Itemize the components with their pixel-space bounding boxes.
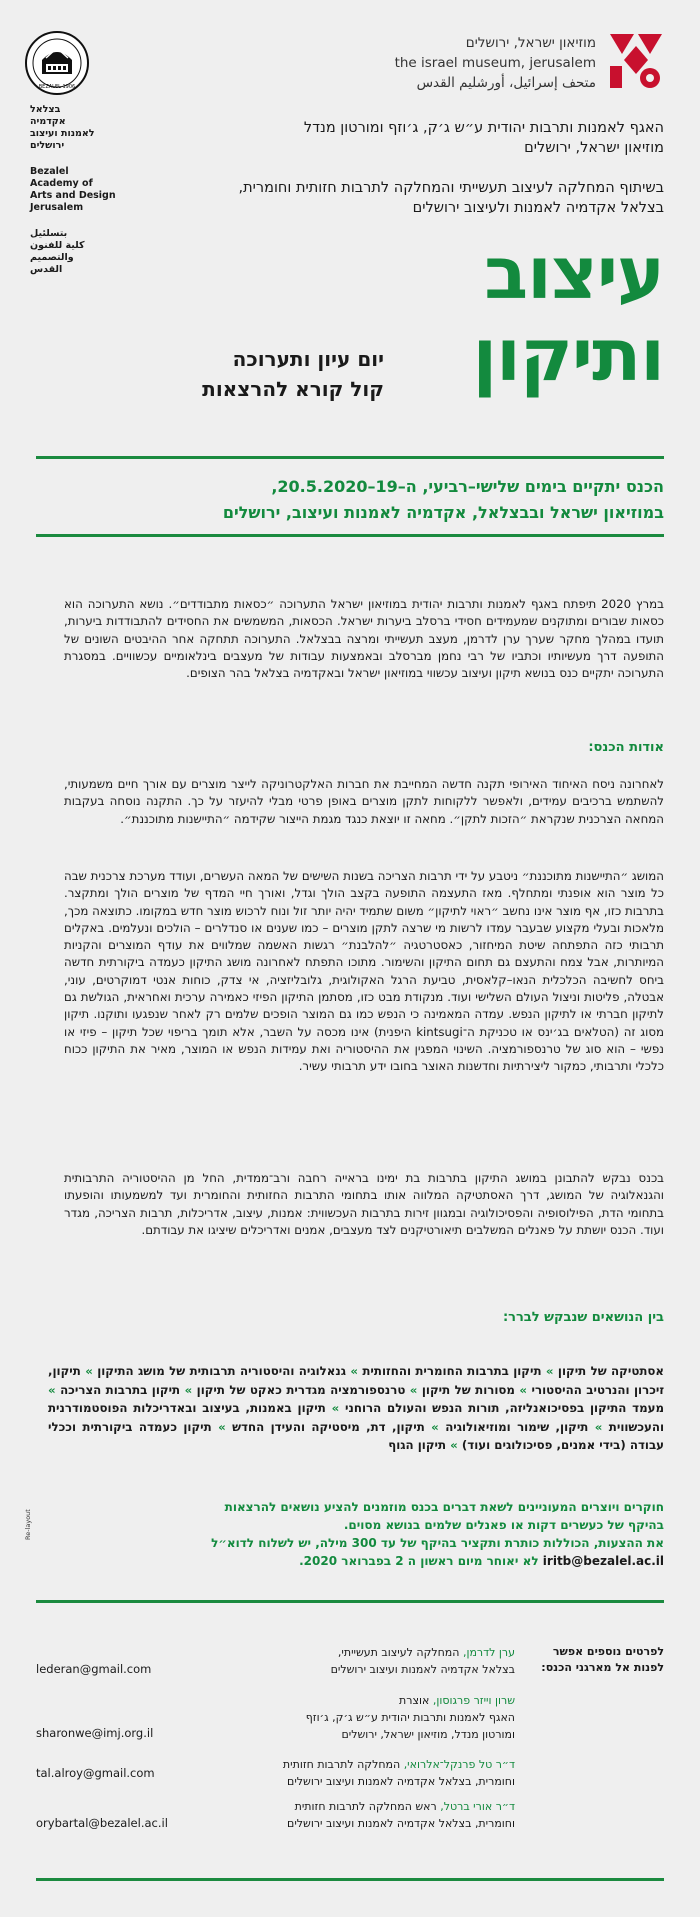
topic-item: תיקון, דת, מיסטיקה והעידן החדש (232, 1419, 425, 1434)
topics-list (48, 1362, 664, 1455)
department-credit: האגף לאמנות ותרבות יהודית ע״ש ג׳ק, ג׳וזף ומורטון מנדל מוזיאון ישראל, ירושלים (303, 120, 664, 156)
about-paragraph-1: לאחרונה ניסח האיחוד האירופי תקנה חדשה המחייבת את חברות האלקטרוניקה לייצר מוצרים עם אורך חיים משמעותי, להשתמש ברכיבים עמידים, ולאפשר ללקוחות לתקן מוצרים באופן פרטי מבלי להיעזר על כך. התקנה נוסחה בעקבות המחאה הצרכנית שנקראת ״הזכות לתקן״. מחאה זו יוצאת כנגד מגמת הייצור שקידמה ״התיישנות מתוכננת״. (64, 777, 664, 826)
side-label: Re-layout (24, 1509, 32, 1540)
topic-item: מעמד התיקון בפסיכואנליזה, תורות הנפש והעולם הרוחני (345, 1401, 665, 1415)
topic-separator: » (218, 1419, 226, 1434)
topic-separator: » (450, 1438, 458, 1452)
contact-frankel-alroy: ד״ר טל פרנקל־אלרואי, המחלקה לתרבות חזותית וחומרית, בצלאל אקדמיה לאמנות ועיצוב ירושלים (282, 1758, 515, 1788)
main-title: עיצוב ותיקון (472, 231, 664, 397)
topic-item: תיקון, שימור ומוזיאולוגיה (445, 1419, 589, 1434)
bezalel-name-arabic: بتسلئيل كلية للفنون والتصميم القدس (30, 228, 85, 275)
email-bartal[interactable]: orybartal@bezalel.ac.il (36, 1816, 168, 1830)
topic-item: תיקון, זיכרון והנרטיב ההיסטורי (48, 1364, 665, 1397)
bezalel-name-english: Bezalel Academy of Arts and Design Jerusalem (30, 166, 116, 213)
about-paragraph-2: המושג ״התיישנות מתוכננת״ ניטבע על ידי תרבות הצריכה בשנות השישים של המאה העשרים, ועודד מערכת צרכנית שבה כל מוצר הוא אופנתי ומתחלף. מאז התעצמה התופעה בקצב הולך וגדל, ואורך חיי המדף של מוצרים הולך ומתקצר. בתרבות כזו, אף מוצר אינו נחשב ״ראוי לתיקון״ משום שתמיד יהיה יותר זול ונוח לרכוש מוצר חדש במקומו. כתוצאה מכך, מלאכות ובעלי מקצוע שבעבר עמדו לרשות מי שרצה לתקן מוצרים – כמו שענים או סנדלרים – הולכים ונעלמים. באקלים תרבותי כזה התפתחה שיטת המיחזור, כאסטרטגיה ״להלבנת״ רגשות האשמה שמלווים את עודף המוצרים והקניות המיותרות, אבל צמח והתעצם גם תחום התיקון והשימור. מתוכו התפתח לאחרונה מושג התיקון כעמדה ביקורתית חדשה ביחס לחשיבה הכלכלית הנאו–קלאסית, טביעת הרגל האקולוגית, גלובליזציה, אי צדק, כוחות אנטי דמוקרטים, עוני, אבטלה, פליטות וניצול העולם השלישי ועוד. מנקודת מבט כזו, מסתמן התיקון הפיזי כאמירה ערכית ואחראית, הגולשת גם לתיקון חברתי או לתיקון הנפש. עמדה המאמינה כי הנפש כמו גם המוצר הופכים שלמים רק לאחר שנפגעו ותוקנו. תיקון מסוג זה (הטלאים בג׳ינס או טכניקת ה־kintsugi היפנית) אינו מכסה על השבר, אלא תומך בריפוי שכל תיקון – פיזי או נפשי – הוא סוג של טרנספורמציה. השינוי המפגין את ההיסטוריה ואת עמידות הנפש או המוצר, מאיר את התיקון ככוח כלכלי ותרבותי, כמקור ליצירתיות וחדשנות האוצר בחובו ידע תרבותי עשיר. (64, 869, 664, 1074)
intro-paragraph: במרץ 2020 תיפתח באגף לאמנות ותרבות יהודית במוזיאון ישראל התערוכה ״כסאות מתבודדים״. נושא התערוכה הוא כסאות שבורים ומתוקנים שמעמידים חסידי ברסלב ביערות ישראל. הכסאות, המשמשים את החסידים להתבודדות ביערות, תועדו במהלך מחקר שערך ערן לדרמן, מעצב תעשייתי ומרצה בבצלאל. התערוכה תתחקה אחר ההיבטים השונים של התופעה דרך מעשיותיו וכתביו של רבי נחמן מברסלב ובאמצעות עבודות של מעצבים בינלאומיים עכשוויים. במסגרת התערוכה יתקיים כנס בנושא תיקון ועיצוב עכשווי במוזיאון ישראל ובאקדמיה בצלאל בהר הצופים. (64, 597, 664, 681)
museum-name: מוזיאון ישראל, ירושלים the israel museum, jerusalem متحف إسرائيل، أورشليم القدس (394, 35, 596, 91)
topic-separator: » (545, 1364, 554, 1378)
call-for-papers: חוקרים ויוצרים המעוניינים לשאת דברים בכנס מוזמנים להציע נושאים להרצאות בהיקף של כעשרים דקות או פאנלים שלמים בנושא מסוים. את ההצעות, הכוללות כותרת ותקציר בהיקף של עד 300 מילה, יש לשלוח לדוא״ל iritb@bezalel.ac.il לא יאוחר מיום ראשון ה 2 בפברואר 2020. (211, 1500, 664, 1568)
topic-item: תיקון בתרבות החומרית והחזותית (362, 1364, 542, 1378)
subtitle: יום עיון ותערוכה קול קורא להרצאות (202, 347, 384, 401)
about-heading: אודות הכנס: (588, 740, 664, 755)
topic-separator: » (594, 1419, 603, 1434)
topic-item: טרנספורמציה מגדרית כאקט של תיקון (196, 1382, 406, 1397)
svg-text:BEZALEL 1906: BEZALEL 1906 (38, 84, 76, 90)
topic-separator: » (48, 1382, 56, 1397)
contact-bartal: ד״ר אורי ברטל, ראש המחלקה לתרבות חזותית וחומרית, בצלאל אקדמיה לאמנות ועיצוב ירושלים (287, 1800, 515, 1830)
topic-item: תיקון כעמדה ביקורתית וככלי עבודה (בידי אמנים, פסיכולוגים ועוד) (48, 1419, 664, 1452)
cooperation-credit: בשיתוף המחלקה לעיצוב תעשייתי והמחלקה לתרבות חזותית וחומרית, בצלאל אקדמיה לאמנות ולעיצוב ירושלים (238, 180, 664, 216)
divider-contacts (36, 1600, 664, 1603)
divider-top (36, 456, 664, 459)
email-lederman[interactable]: lederan@gmail.com (36, 1662, 152, 1676)
topic-separator: » (409, 1382, 418, 1397)
topic-separator: » (431, 1419, 439, 1434)
email-frankel-alroy[interactable]: tal.alroy@gmail.com (36, 1766, 155, 1780)
topic-separator: » (519, 1382, 528, 1397)
topic-separator: » (85, 1364, 93, 1378)
bezalel-name-hebrew: בצלאל אקדמיה לאמנות ועיצוב ירושלים (30, 104, 95, 151)
israel-museum-logo (608, 32, 664, 90)
topic-item: גנאלוגיה והיסטוריה תרבותית של מושג התיקון (97, 1364, 346, 1378)
email-weiser-ferguson[interactable]: sharonwe@imj.org.il (36, 1726, 154, 1740)
topic-separator: » (350, 1364, 358, 1378)
topic-item: מסורות של תיקון (421, 1382, 515, 1397)
contacts-intro: לפרטים נוספים אפשר לפנות אל מארגני הכנס: (541, 1645, 664, 1674)
topic-item: תיקון בתרבות הצריכה (60, 1382, 181, 1397)
submission-deadline: לא יאוחר מיום ראשון ה 2 בפברואר 2020. (299, 1554, 539, 1568)
topic-separator: » (331, 1401, 340, 1415)
about-paragraph-3: בכנס נבקש להתבונן במושג התיקון בתרבות בת ימינו בראייה רחבה ורב־ממדית, החל מן ההיסטוריה התרבותית והגנאלוגיה של המושג, דרך האסתטיקה המלווה אותו בתחומי התרבות החזותית והחומרית ועד למשמעותו והופעתו בתחומי הדת, הפילוסופיה והפסיכולוגיה ובמגוון זירות בתרבות העכשווית: אמנות, עיצוב, אדריכלות, תרבות הצריכה, מגדר ועוד. הכנס יושתת על פאנלים המשלבים תיאורטיקנים לצד מעצבים, אמנים ואדריכלים שיציגו את עבודתם. (64, 1171, 664, 1237)
divider-bottom (36, 1878, 664, 1881)
topic-item: תיקון באמנות, בעיצוב ובאדריכלות הפוסטמודרנית והעכשווית (48, 1401, 665, 1434)
submission-email[interactable]: iritb@bezalel.ac.il (542, 1554, 664, 1568)
contact-weiser-ferguson: שרון וייזר פרגוסון, אוצרת האגף לאמנות ותרבות יהודית ע״ש ג׳ק, ג׳וזף ומורטון מנדל, מוזיאון ישראל, ירושלים (305, 1694, 515, 1741)
conference-dates: הכנס יתקיים בימים שלישי–רביעי, ה–19–20.5.2020, במוזיאון ישראל ובבצלאל, אקדמיה לאמנות ועיצוב, ירושלים (222, 477, 664, 522)
topic-separator: » (184, 1382, 193, 1397)
divider-dates (36, 534, 664, 537)
contact-lederman: ערן לדרמן, המחלקה לעיצוב תעשייתי, בצלאל אקדמיה לאמנות ועיצוב ירושלים (330, 1646, 515, 1676)
topics-heading: בין הנושאים שנבקש לברר: (502, 1310, 664, 1325)
topic-item: אסתטיקה של תיקון (557, 1364, 664, 1378)
bezalel-seal-logo (24, 30, 90, 96)
topic-item: תיקון הגוף (388, 1438, 447, 1452)
